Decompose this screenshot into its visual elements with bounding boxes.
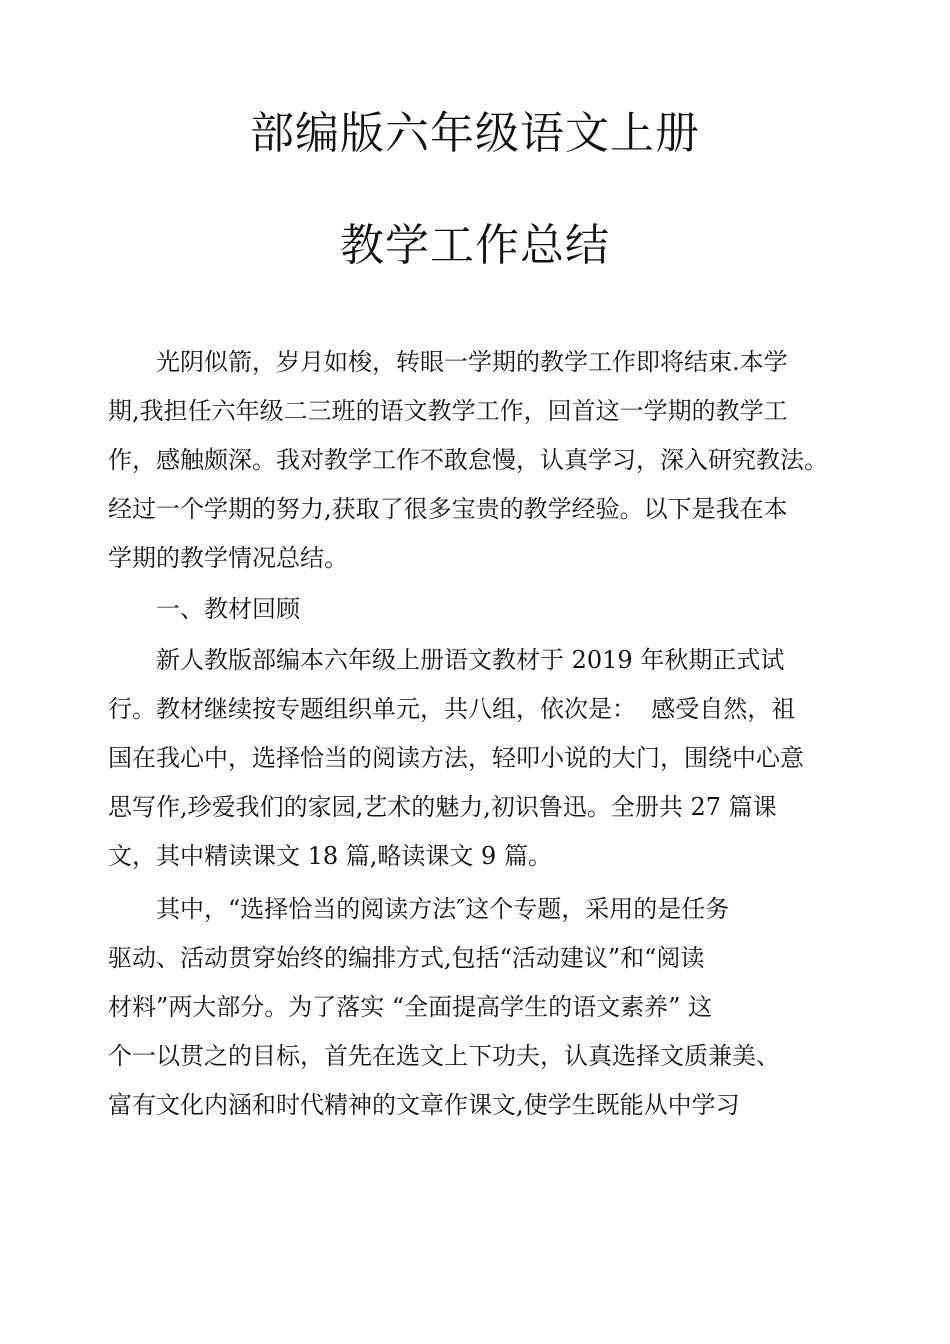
body-line-2: 期,我担任六年级二三班的语文教学工作，回首这一学期的教学工 [108,397,788,425]
body-line-10: 思写作,珍爱我们的家园,艺术的魅力,初识鲁迅。全册共 27 篇课 [108,793,777,821]
body-line-11: 文，其中精读课文 18 篇,略读课文 9 篇。 [108,842,552,870]
body-line-3: 作，感触颇深。我对教学工作不敢怠慢，认真学习，深入研究教法。 [108,446,828,474]
body-line-1: 光阴似箭，岁月如梭，转眼一学期的教学工作即将结束.本学 [108,348,788,376]
document-title-line-1: 部编版六年级语文上册 [250,108,700,159]
body-line-14: 材料”两大部分。为了落实 “全面提高学生的语文素养” 这 [108,993,713,1021]
body-line-15: 个一以贯之的目标，首先在选文上下功夫，认真选择文质兼美、 [108,1042,780,1070]
body-line-7: 新人教版部编本六年级上册语文教材于 2019 年秋期正式试 [108,646,785,674]
body-line-13: 驱动、活动贯穿始终的编排方式,包括“活动建议”和“阅读 [108,944,705,972]
body-line-8: 行。教材继续按专题组织单元，共八组，依次是： 感受自然，祖 [108,695,796,723]
body-line-16: 富有文化内涵和时代精神的文章作课文,使学生既能从中学习 [108,1091,740,1119]
body-line-9: 国在我心中，选择恰当的阅读方法，轻叩小说的大门，围绕中心意 [108,744,804,772]
document-title-line-2: 教学工作总结 [340,220,610,271]
body-line-4: 经过一个学期的努力,获取了很多宝贵的教学经验。以下是我在本 [108,495,788,523]
section-heading-1: 一、教材回顾 [108,595,300,623]
body-line-12: 其中，“选择恰当的阅读方法″这个专题，采用的是任务 [108,895,730,923]
body-line-5: 学期的教学情况总结。 [108,544,348,572]
